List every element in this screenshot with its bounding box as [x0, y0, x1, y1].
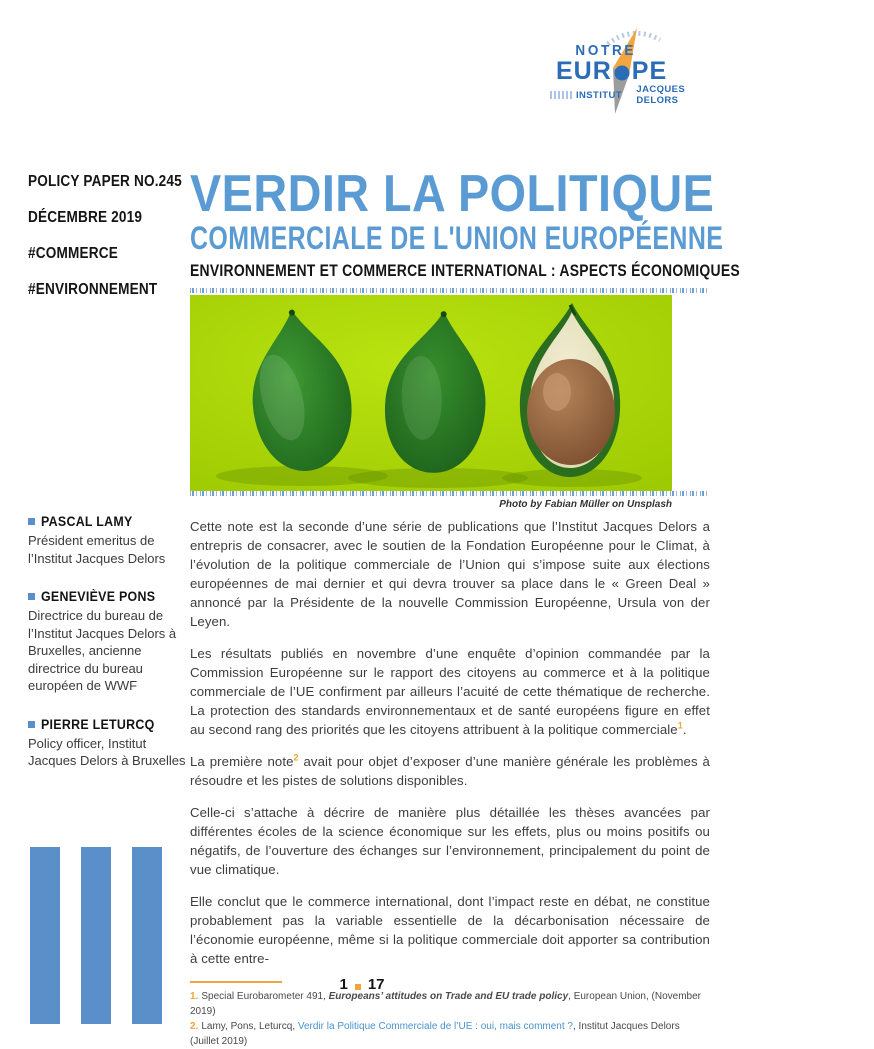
paragraph: Elle conclut que le commerce international, dont l’impact reste en débat, ne constitue probablement pas la variable essentielle de la décarbonisation nécessaire de l’économie européenne, même si la politique commerciale doit apporter sa contribution à cette entre- — [190, 894, 710, 966]
paper-metadata — [28, 170, 188, 314]
footnote-reference: 2 — [293, 752, 299, 763]
author-entry — [28, 589, 186, 695]
logo-hatch-marks-icon — [550, 91, 572, 99]
footnote-title-italic: Europeans’ attitudes on Trade and EU trade policy — [328, 991, 569, 1002]
main-content — [190, 165, 740, 1049]
paragraph: La première note$^2$ avait pour objet d’exposer d’une manière générale les problèmes à résoudre et les pistes de solutions disponibles. — [190, 752, 710, 788]
page-number — [0, 976, 724, 993]
paragraph: Celle-ci s’attache à décrire de manière plus détaillée les thèses avancées par différentes écoles de la science économique sur les effets, plus ou moins positifs ou négatifs, de l’ouverture des échanges sur l’environnement, principalement du point de vue climatique. — [190, 805, 710, 877]
footnote-number: 1. — [190, 991, 199, 1002]
paragraph: Les résultats publiés en novembre d’une enquête d’opinion commandée par la Commission Européenne sur le rapport des citoyens au commerce et à la politique commerciale de l’UE confirment par ailleurs l’acuité de cette thématique de recherche. La protection des standards environnementaux et de santé européens figure en effet au second rang des priorités que les citoyens attribuent à la politique commerciale$^1$. — [190, 646, 710, 737]
author-name: PASCAL LAMY — [41, 514, 133, 529]
paper-date: DÉCEMBRE 2019 — [28, 209, 143, 226]
page-title-line1: VERDIR LA POLITIQUE — [190, 165, 715, 223]
dotted-separator — [190, 491, 710, 496]
logo-text-notre: NOTRE — [575, 42, 637, 59]
footnotes — [190, 989, 710, 1049]
decorative-bar — [81, 847, 111, 1024]
dotted-separator — [190, 288, 710, 293]
footnote: 2. Lamy, Pons, Leturcq, Verdir la Politique Commerciale de l’UE : oui, mais comment ?, Institut Jacques Delors (Juillet 2019) — [190, 1021, 680, 1047]
total-pages: 17 — [367, 976, 385, 993]
author-name: GENEVIÈVE PONS — [41, 589, 156, 604]
decorative-bar — [30, 847, 60, 1024]
logo-text-institut: INSTITUT JACQUES DELORS — [550, 84, 716, 106]
body-paragraphs — [190, 517, 710, 968]
logo-text-europe: EUR PE — [556, 57, 668, 85]
author-entry — [28, 514, 186, 567]
page-subtitle: ENVIRONNEMENT ET COMMERCE INTERNATIONAL : ASPECTS ÉCONOMIQUES — [190, 261, 740, 280]
author-name: PIERRE LETURCQ — [41, 716, 155, 732]
footnote-link[interactable]: Verdir la Politique Commerciale de l’UE : oui, mais comment ? — [297, 1021, 573, 1032]
author-role: Directrice du bureau de l’Institut Jacques Delors à Bruxelles, ancienne directrice du bureau européen de WWF — [28, 608, 177, 693]
author-role: Président emeritus de l’Institut Jacques Delors — [28, 533, 166, 566]
footnote-reference: 1 — [677, 720, 683, 731]
author-bullet-icon — [28, 593, 35, 600]
author-entry — [28, 717, 186, 770]
hashtag-environnement: #ENVIRONNEMENT — [28, 281, 158, 298]
hashtag-commerce: #COMMERCE — [28, 245, 118, 262]
author-bullet-icon — [28, 518, 35, 525]
paragraph: Cette note est la seconde d’une série de publications que l’Institut Jacques Delors a entrepris de consacrer, avec le soutien de la Fondation Européenne pour le Climat, à l’évolution de la politique commerciale de l’Union qui s’impose suite aux élections européennes de mai dernier et qui devra trouver sa place dans le « Green Deal » annoncé par la Présidente de la nouvelle Commission Européenne, Ursula von der Leyen. — [190, 519, 710, 629]
author-bullet-icon — [28, 721, 35, 728]
page-separator-icon — [355, 984, 361, 990]
photo-credit: Photo by Fabian Müller on Unsplash — [499, 499, 672, 510]
avocado-photo — [190, 295, 672, 491]
paper-number: POLICY PAPER NO.245 — [28, 173, 182, 190]
institut-jacques-delors-logo — [548, 22, 716, 112]
footnote: 1. Special Eurobarometer 491, Europeans’ attitudes on Trade and EU trade policy, European Union, (November 2019) — [190, 991, 701, 1017]
authors-list — [28, 514, 186, 792]
decorative-bar — [132, 847, 162, 1024]
footnote-number: 2. — [190, 1021, 199, 1032]
page-title-line2: COMMERCIALE DE L'UNION EUROPÉENNE — [190, 220, 724, 256]
author-role: Policy officer, Institut Jacques Delors à Bruxelles — [28, 735, 186, 768]
current-page: 1 — [339, 976, 348, 993]
